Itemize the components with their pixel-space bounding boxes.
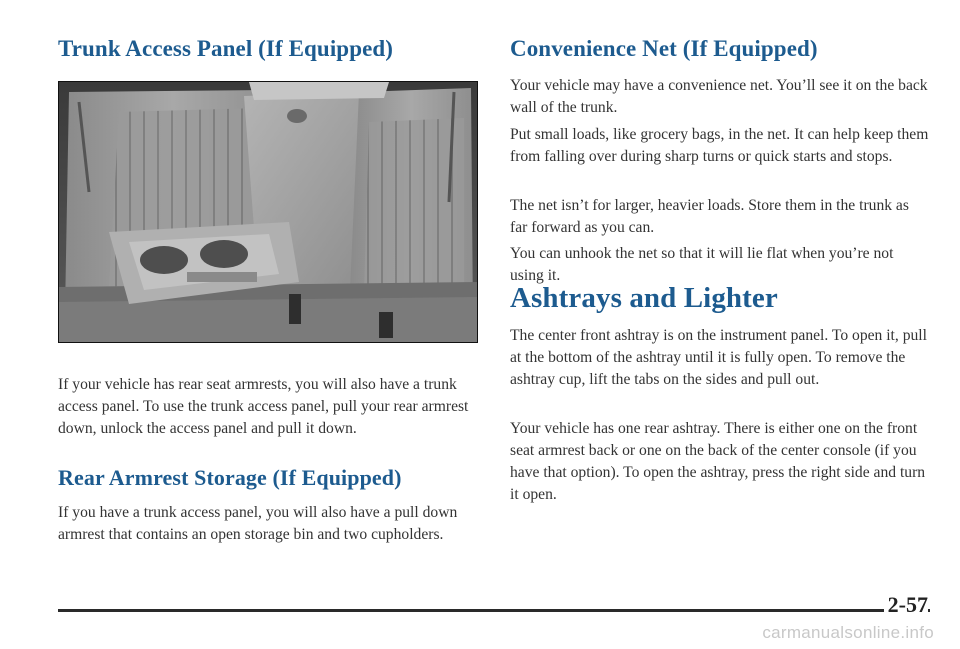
- rear-armrest-heading: Rear Armrest Storage (If Equipped): [58, 465, 402, 490]
- net-paragraph-4: You can unhook the net so that it will lie flat when you’re not using it.: [510, 245, 894, 284]
- trunk-access-heading: Trunk Access Panel (If Equipped): [58, 36, 394, 61]
- footer-rule: [58, 609, 930, 612]
- ashtrays-lighter-heading: Ashtrays and Lighter: [510, 282, 778, 314]
- trunk-access-paragraph: If your vehicle has rear seat armrests, you will also have a trunk access panel. To use the trunk access panel, pull your rear armrest down, unlock the access panel and pull it down.: [58, 376, 469, 437]
- net-paragraph-1: Your vehicle may have a convenience net. You’ll see it on the back wall of the trunk.: [510, 77, 928, 116]
- ashtray-paragraph-1: The center front ashtray is on the instrument panel. To open it, pull at the bottom of the ashtray until it is fully open. To remove the ashtray cup, lift the tabs on the sides and pull out.: [510, 327, 927, 388]
- rear-seat-illustration: [59, 82, 478, 343]
- ashtray-paragraph-2: Your vehicle has one rear ashtray. There is either one on the front seat armrest back or one on the back of the center console (if you have that option). To open the ashtray, press the right side and turn it open.: [510, 420, 926, 503]
- rear-armrest-paragraph: If you have a trunk access panel, you will also have a pull down armrest that contains an open storage bin and two cupholders.: [58, 504, 458, 543]
- convenience-net-heading: Convenience Net (If Equipped): [510, 36, 818, 61]
- net-paragraph-2: Put small loads, like grocery bags, in the net. It can help keep them from falling over during sharp turns or quick starts and stops.: [510, 126, 929, 165]
- watermark: carmanualsonline.info: [762, 623, 934, 642]
- rear-seat-armrest-photo: [58, 81, 478, 343]
- net-paragraph-3: The net isn’t for larger, heavier loads. Store them in the trunk as far forward as you can.: [510, 197, 909, 236]
- page-number: 2-57: [884, 592, 928, 618]
